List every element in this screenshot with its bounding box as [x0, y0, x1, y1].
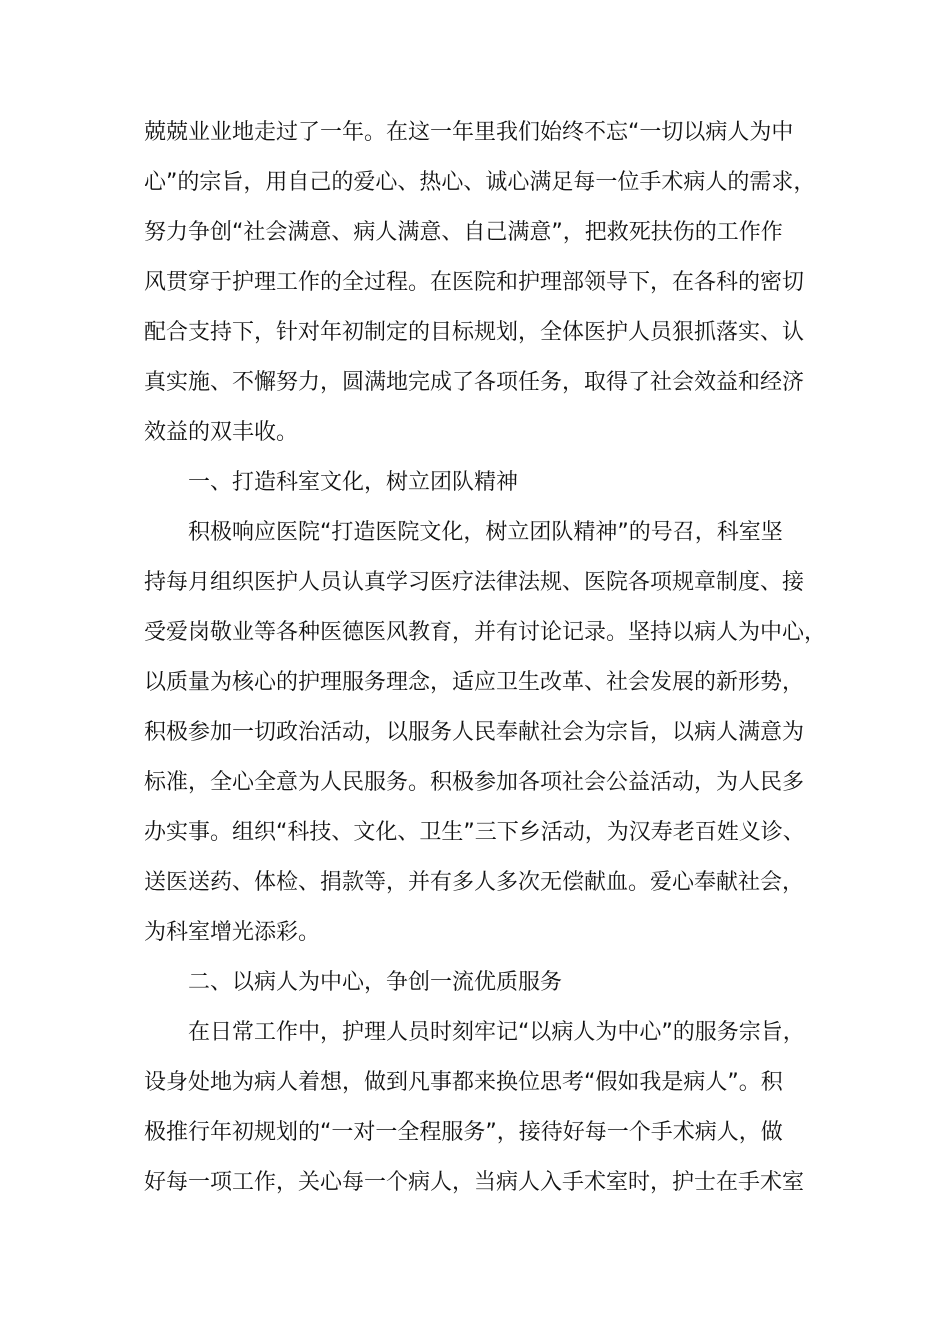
paragraph-line: 标准，全心全意为人民服务。积极参加各项社会公益活动，为人民多 — [144, 770, 805, 795]
paragraph-line: 真实施、不懈努力，圆满地完成了各项任务，取得了社会效益和经济 — [144, 370, 805, 395]
paragraph-line: 努力争创“社会满意、病人满意、自己满意”，把救死扶伤的工作作 — [144, 220, 783, 245]
paragraph-line: 心”的宗旨，用自己的爱心、热心、诚心满足每一位手术病人的需求， — [144, 170, 816, 195]
paragraph-line: 风贯穿于护理工作的全过程。在医院和护理部领导下，在各科的密切 — [144, 270, 805, 295]
paragraph-line: 受爱岗敬业等各种医德医风教育，并有讨论记录。坚持以病人为中心， — [144, 620, 827, 645]
paragraph-line: 极推行年初规划的“一对一全程服务”，接待好每一个手术病人，做 — [144, 1120, 783, 1145]
paragraph-line: 积极响应医院“打造医院文化，树立团队精神”的号召，科室坚 — [188, 520, 783, 545]
section-heading-2: 二、以病人为中心，争创一流优质服务 — [188, 970, 563, 995]
paragraph-line: 持每月组织医护人员认真学习医疗法律法规、医院各项规章制度、接 — [144, 570, 805, 595]
paragraph-line: 兢兢业业地走过了一年。在这一年里我们始终不忘“一切以病人为中 — [144, 120, 794, 145]
paragraph-line: 办实事。组织“科技、文化、卫生”三下乡活动，为汉寿老百姓义诊、 — [144, 820, 805, 845]
paragraph-line: 积极参加一切政治活动，以服务人民奉献社会为宗旨，以病人满意为 — [144, 720, 805, 745]
paragraph-line: 配合支持下，针对年初制定的目标规划，全体医护人员狠抓落实、认 — [144, 320, 805, 345]
paragraph-line: 好每一项工作，关心每一个病人，当病人入手术室时，护士在手术室 — [144, 1170, 805, 1195]
paragraph-line: 设身处地为病人着想，做到凡事都来换位思考“假如我是病人”。积 — [144, 1070, 783, 1095]
paragraph-line: 为科室增光添彩。 — [144, 920, 321, 945]
paragraph-line: 以质量为核心的护理服务理念，适应卫生改革、社会发展的新形势， — [144, 670, 805, 695]
paragraph-line: 送医送药、体检、捐款等，并有多人多次无偿献血。爱心奉献社会， — [144, 870, 805, 895]
document-body — [144, 108, 827, 1208]
paragraph-line: 在日常工作中，护理人员时刻牢记“以病人为中心”的服务宗旨， — [188, 1020, 805, 1045]
paragraph-line: 效益的双丰收。 — [144, 420, 299, 445]
section-heading-1: 一、打造科室文化，树立团队精神 — [188, 470, 519, 495]
